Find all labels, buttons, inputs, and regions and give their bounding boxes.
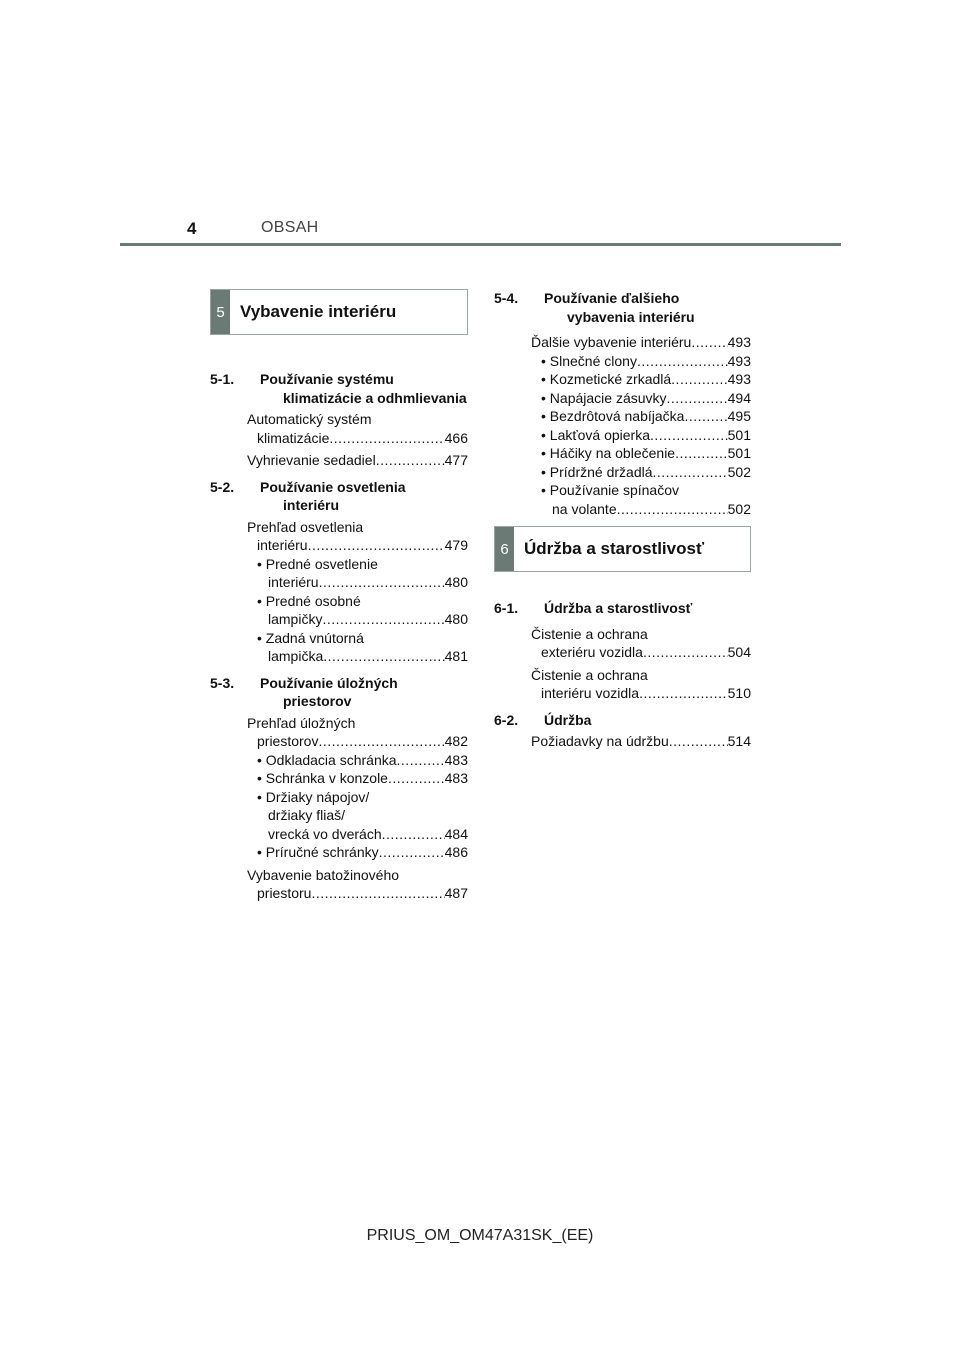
entry-text: • Háčiky na oblečenie: [541, 445, 676, 461]
toc-entry[interactable]: [531, 666, 751, 703]
page-number: 4: [187, 219, 197, 238]
subsection-6-1[interactable]: [494, 599, 751, 618]
entry-page: 466: [444, 429, 468, 446]
entry-text: priestorov: [257, 733, 319, 749]
subsection-title: Používanie osvetlenia: [260, 478, 406, 495]
entry-text: Čistenie a ochrana: [531, 625, 648, 642]
entry-text: exteriéru vozidla: [541, 644, 643, 660]
entry-page: 482: [444, 733, 468, 749]
subsection-6-2[interactable]: [494, 711, 751, 730]
entry-page: 487: [444, 885, 468, 901]
page-title: OBSAH: [261, 219, 319, 236]
entry-page: 493: [727, 352, 751, 369]
entry-text: Požiadavky na údržbu: [531, 733, 669, 749]
entry-text: priestoru: [257, 885, 312, 901]
entry-text: • Zadná vnútorná: [257, 629, 364, 646]
subsection-5-1[interactable]: [210, 370, 468, 407]
subsection-title-cont: interiéru: [283, 497, 340, 513]
entry-page: 501: [727, 426, 751, 443]
entry-page: 480: [444, 574, 468, 590]
entry-text: • Držiaky nápojov/: [257, 788, 370, 805]
toc-bullet-entry[interactable]: [531, 426, 751, 445]
subsection-5-3[interactable]: [210, 674, 468, 711]
toc-bullet-entry[interactable]: [531, 389, 751, 408]
entry-page: 481: [444, 648, 468, 664]
entry-text: • Bezdrôtová nabíjačka: [541, 408, 685, 424]
section-number: 6: [495, 527, 514, 571]
section-title: Vybavenie interiéru: [240, 302, 397, 321]
entry-text: lampička: [268, 648, 324, 664]
toc-entry[interactable]: [531, 732, 751, 751]
subsection-title: Používanie ďalšieho: [544, 290, 680, 306]
entry-text: • Predné osobné: [257, 592, 361, 609]
toc-column-left: [210, 289, 468, 907]
toc-bullet-entry[interactable]: [531, 481, 751, 518]
entry-page: 514: [727, 733, 751, 749]
entry-text: • Používanie spínačov: [541, 482, 679, 498]
toc-bullet-entry[interactable]: [531, 463, 751, 482]
entry-text: vrecká vo dverách: [268, 825, 382, 842]
entry-text: na volante: [552, 500, 617, 517]
toc-bullet-entry[interactable]: [247, 769, 468, 788]
entry-page: 483: [444, 751, 468, 768]
toc-entry[interactable]: [531, 333, 751, 352]
toc-bullet-entry[interactable]: [531, 370, 751, 389]
entry-page: 502: [727, 463, 751, 480]
entry-text: Prehľad osvetlenia: [247, 518, 364, 535]
entry-text: Čistenie a ochrana: [531, 666, 648, 683]
subsection-title-cont: klimatizácie a odhmlievania: [283, 389, 467, 406]
entry-page: 495: [727, 408, 751, 424]
subsection-title-cont: priestorov: [283, 693, 352, 709]
entry-page: 480: [444, 611, 468, 627]
subsection-title: Údržba: [544, 711, 592, 728]
entry-text: Automatický systém: [247, 411, 372, 427]
entry-page: 493: [727, 334, 751, 350]
subsection-title-cont: vybavenia interiéru: [567, 308, 695, 325]
section-title: Údržba a starostlivosť: [524, 539, 705, 558]
entry-page: 483: [444, 770, 468, 786]
entry-page: 494: [727, 389, 751, 406]
toc-bullet-entry[interactable]: [247, 788, 468, 844]
subsection-code: 6-1.: [494, 600, 519, 616]
subsection-code: 6-2.: [494, 711, 519, 728]
entry-page: 486: [444, 844, 468, 860]
toc-bullet-entry[interactable]: [531, 352, 751, 371]
entry-text: interiéru: [257, 537, 308, 553]
subsection-code: 5-3.: [210, 674, 235, 691]
toc-bullet-entry[interactable]: [247, 592, 468, 629]
subsection-title: Používanie úložných: [260, 674, 398, 691]
document-code-footer: PRIUS_OM_OM47A31SK_(EE): [366, 1227, 594, 1244]
entry-page: 484: [444, 825, 468, 842]
entry-text: • Predné osvetlenie: [257, 555, 378, 572]
toc-entry[interactable]: [247, 518, 468, 555]
entry-text: • Odkladacia schránka: [257, 751, 397, 768]
toc-bullet-entry[interactable]: [247, 751, 468, 770]
entry-page: 501: [727, 445, 751, 461]
entry-page: 502: [727, 500, 751, 517]
entry-text: Prehľad úložných: [247, 714, 356, 731]
section-number: 5: [211, 290, 230, 334]
entry-page: 510: [727, 685, 751, 701]
entry-text: • Kozmetické zrkadlá: [541, 371, 672, 387]
entry-text: lampičky: [268, 611, 323, 627]
toc-entry[interactable]: [247, 866, 468, 903]
toc-bullet-entry[interactable]: [247, 555, 468, 592]
entry-text: interiéru: [268, 574, 319, 590]
entry-text: • Prídržné držadlá: [541, 463, 653, 480]
entry-text: • Slnečné clony: [541, 352, 637, 369]
subsection-title: Údržba a starostlivosť: [544, 600, 693, 616]
toc-bullet-entry[interactable]: [247, 629, 468, 666]
entry-text: • Napájacie zásuvky: [541, 389, 667, 406]
entry-text: Ďalšie vybavenie interiéru: [531, 334, 692, 350]
subsection-code: 5-1.: [210, 371, 235, 387]
subsection-code: 5-2.: [210, 478, 235, 495]
toc-entry[interactable]: [531, 625, 751, 662]
subsection-title: Používanie systému: [260, 371, 394, 387]
section-header-5[interactable]: [210, 289, 468, 335]
entry-text: Vyhrievanie sedadiel: [247, 452, 376, 468]
entry-text: • Schránka v konzole: [257, 770, 388, 786]
toc-entry[interactable]: [247, 714, 468, 751]
entry-page: 504: [727, 644, 751, 660]
toc-entry[interactable]: [247, 410, 468, 447]
entry-text: Vybavenie batožinového: [247, 866, 400, 883]
subsection-5-4[interactable]: [494, 289, 751, 326]
subsection-5-2[interactable]: [210, 478, 468, 515]
entry-text: interiéru vozidla: [541, 685, 640, 701]
toc-entry[interactable]: [247, 451, 468, 470]
entry-page: 479: [444, 537, 468, 553]
section-header-6[interactable]: [494, 526, 751, 572]
entry-page: 493: [727, 371, 751, 387]
toc-column-right: [494, 289, 751, 755]
entry-page: 477: [444, 452, 468, 468]
entry-text: • Príručné schránky: [257, 844, 379, 860]
entry-text: • Lakťová opierka: [541, 426, 650, 443]
entry-text: klimatizácie: [257, 429, 330, 446]
toc-bullet-entry[interactable]: [247, 843, 468, 862]
toc-bullet-entry[interactable]: [531, 444, 751, 463]
subsection-code: 5-4.: [494, 290, 519, 306]
header-rule: [120, 243, 841, 246]
entry-text: držiaky fliaš/: [268, 807, 346, 823]
toc-bullet-entry[interactable]: [531, 407, 751, 426]
